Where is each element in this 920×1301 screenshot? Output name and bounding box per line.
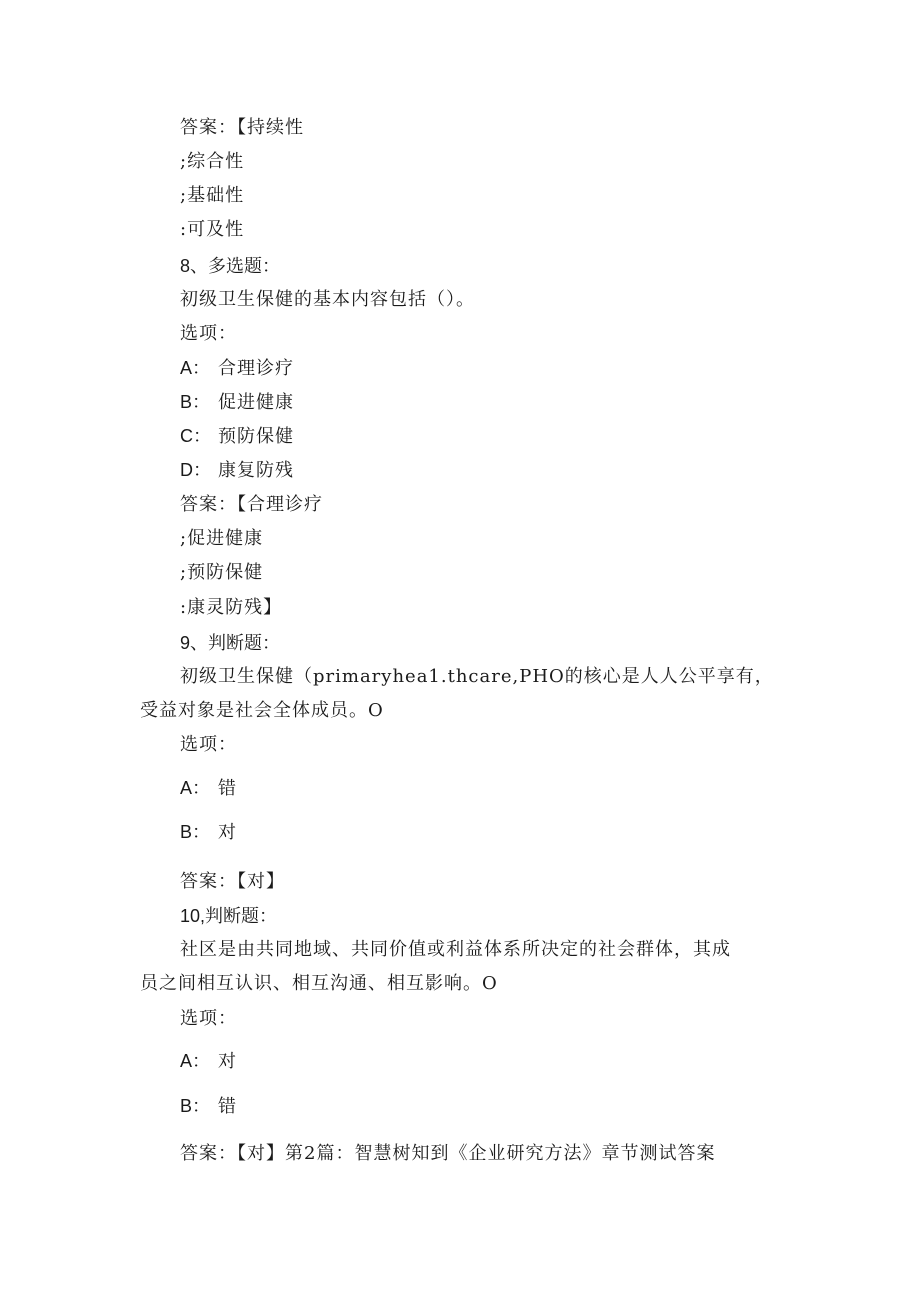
answer-line-9: 答案：【对】 — [180, 871, 285, 892]
option-letter: C： — [180, 426, 211, 446]
question-header-10 — [180, 904, 277, 929]
answer-continuation: ;促进健康 — [180, 528, 264, 549]
question-text-9: 初级卫生保健（primaryhea1.thcare,PHO的核心是人人公平享有， — [180, 666, 774, 687]
option-letter: B： — [180, 822, 211, 842]
option-a — [180, 776, 237, 801]
option-letter: B： — [180, 392, 211, 412]
option-text: 错 — [218, 778, 237, 799]
option-text: 对 — [218, 822, 237, 843]
option-letter: A： — [180, 358, 211, 378]
question-number: 10,判断题： — [180, 906, 278, 926]
option-letter: A： — [180, 1051, 211, 1071]
option-b — [180, 820, 237, 845]
question-header-8 — [180, 254, 280, 279]
option-text: 合理诊疗 — [218, 358, 294, 379]
option-text: 促进健康 — [218, 392, 294, 413]
question-text-8: 初级卫生保健的基本内容包括（）。 — [180, 289, 475, 310]
options-label: 选项： — [180, 323, 237, 344]
question-number: 9、判断题： — [180, 633, 281, 653]
option-letter: B： — [180, 1096, 211, 1116]
question-text-10: 社区是由共同地域、共同价值或利益体系所决定的社会群体，其成 — [180, 939, 731, 960]
options-label: 选项： — [180, 1008, 237, 1029]
option-letter: D： — [180, 460, 211, 480]
answer-continuation: ;预防保健 — [180, 562, 264, 583]
option-a — [180, 356, 294, 381]
answer-line-8: 答案：【合理诊疗 — [180, 494, 323, 515]
answer-continuation: :康灵防残】 — [180, 597, 283, 618]
answer-continuation: :可及性 — [180, 219, 245, 240]
option-c — [180, 424, 294, 449]
option-text: 错 — [218, 1096, 237, 1117]
option-text: 康复防残 — [218, 460, 294, 481]
answer-line-7: 答案：【持续性 — [180, 117, 304, 138]
answer-continuation: ;基础性 — [180, 185, 245, 206]
question-number: 8、多选题： — [180, 256, 281, 276]
options-label: 选项： — [180, 734, 237, 755]
option-b — [180, 1094, 237, 1119]
answer-continuation: ;综合性 — [180, 151, 245, 172]
option-b — [180, 390, 294, 415]
option-text: 对 — [218, 1051, 237, 1072]
option-d — [180, 458, 294, 483]
answer-line-10: 答案：【对】第2篇：智慧树知到《企业研究方法》章节测试答案 — [180, 1143, 716, 1164]
option-a — [180, 1049, 237, 1074]
question-header-9 — [180, 631, 280, 656]
option-letter: A： — [180, 778, 211, 798]
question-text-10-cont: 员之间相互认识、相互沟通、相互影响。O — [140, 973, 498, 994]
question-text-9-cont: 受益对象是社会全体成员。O — [140, 700, 384, 721]
option-text: 预防保健 — [218, 426, 294, 447]
